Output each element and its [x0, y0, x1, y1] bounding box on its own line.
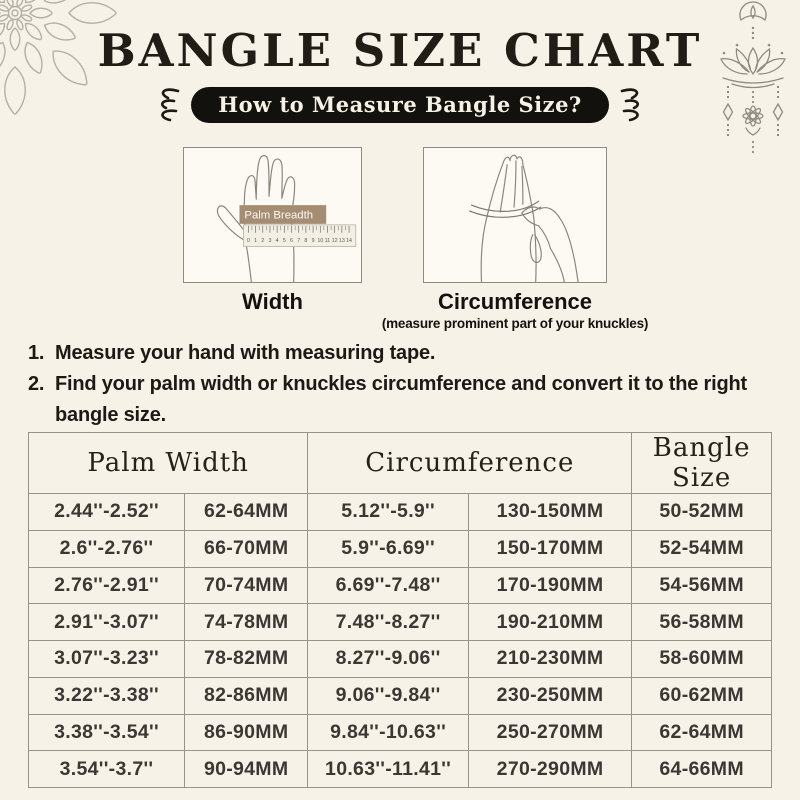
- svg-text:13: 13: [338, 238, 345, 245]
- palm-width-mm-cell: 62-64MM: [185, 494, 308, 531]
- flourish-right-icon: [618, 85, 652, 125]
- svg-text:4: 4: [275, 238, 279, 245]
- header-bangle-size: Bangle Size: [632, 433, 772, 494]
- palm-breadth-label: Palm Breadth: [244, 209, 314, 222]
- table-row: [29, 677, 772, 714]
- svg-text:2: 2: [261, 238, 265, 245]
- header-palm-width: Palm Width: [29, 433, 308, 494]
- palm-width-inches-cell: 2.44''-2.52'': [29, 494, 185, 531]
- circumference-inches-cell: 5.9''-6.69'': [308, 530, 468, 567]
- circumference-mm-cell: 150-170MM: [468, 530, 631, 567]
- svg-text:1: 1: [254, 238, 258, 245]
- header-circumference: Circumference: [308, 433, 632, 494]
- circumference-hands-icon: [424, 148, 606, 282]
- svg-text:5: 5: [282, 238, 286, 245]
- instruction-number: 2.: [28, 373, 45, 395]
- circumference-mm-cell: 190-210MM: [468, 604, 631, 641]
- bangle-size-cell: 50-52MM: [632, 494, 772, 531]
- circumference-inches-cell: 10.63''-11.41'': [308, 751, 468, 788]
- svg-text:3: 3: [268, 238, 272, 245]
- bangle-size-cell: 60-62MM: [632, 677, 772, 714]
- circumference-label: Circumference: [437, 289, 593, 314]
- how-to-measure-row: [0, 84, 800, 126]
- circumference-mm-cell: 170-190MM: [468, 567, 631, 604]
- bangle-size-cell: 52-54MM: [632, 530, 772, 567]
- svg-text:10: 10: [317, 238, 324, 245]
- table-row: [29, 751, 772, 788]
- instruction-number: 1.: [28, 342, 45, 364]
- instructions-list: [28, 338, 766, 431]
- table-row: [29, 567, 772, 604]
- palm-width-inches-cell: 2.6''-2.76'': [29, 530, 185, 567]
- instruction-text: Measure your hand with measuring tape.: [55, 342, 436, 364]
- table-row: [29, 714, 772, 751]
- circumference-inches-cell: 9.84''-10.63'': [308, 714, 468, 751]
- instruction-item: [28, 338, 766, 369]
- svg-text:6: 6: [290, 238, 294, 245]
- palm-width-inches-cell: 3.22''-3.38'': [29, 677, 185, 714]
- bangle-size-cell: 62-64MM: [632, 714, 772, 751]
- circumference-mm-cell: 210-230MM: [468, 641, 631, 678]
- palm-width-mm-cell: 70-74MM: [185, 567, 308, 604]
- how-to-measure-button[interactable]: How to Measure Bangle Size?: [191, 87, 609, 123]
- width-label: Width: [242, 289, 303, 314]
- svg-text:12: 12: [331, 238, 338, 245]
- palm-width-mm-cell: 82-86MM: [185, 677, 308, 714]
- svg-text:8: 8: [304, 238, 308, 245]
- palm-width-inches-cell: 2.76''-2.91'': [29, 567, 185, 604]
- circumference-mm-cell: 250-270MM: [468, 714, 631, 751]
- size-table-wrap: [28, 432, 772, 788]
- palm-width-inches-cell: 2.91''-3.07'': [29, 604, 185, 641]
- bangle-size-cell: 56-58MM: [632, 604, 772, 641]
- bangle-size-cell: 64-66MM: [632, 751, 772, 788]
- circumference-diagram-box: [423, 147, 607, 283]
- page-title: BANGLE SIZE CHART: [97, 24, 703, 77]
- circumference-inches-cell: 6.69''-7.48'': [308, 567, 468, 604]
- width-diagram-box: [183, 147, 362, 283]
- table-row: [29, 604, 772, 641]
- flourish-left-icon: [148, 85, 182, 125]
- circumference-caption: [363, 289, 667, 331]
- instruction-text: Find your palm width or knuckles circumference and convert it to the right bangle size.: [55, 373, 747, 426]
- svg-text:7: 7: [297, 238, 301, 245]
- circumference-mm-cell: 130-150MM: [468, 494, 631, 531]
- size-table: [28, 432, 772, 788]
- palm-width-mm-cell: 74-78MM: [185, 604, 308, 641]
- table-row: [29, 530, 772, 567]
- circumference-inches-cell: 7.48''-8.27'': [308, 604, 468, 641]
- palm-width-inches-cell: 3.07''-3.23'': [29, 641, 185, 678]
- palm-width-mm-cell: 86-90MM: [185, 714, 308, 751]
- table-row: [29, 494, 772, 531]
- palm-width-hand-icon: [184, 148, 361, 282]
- table-row: [29, 641, 772, 678]
- svg-text:11: 11: [324, 238, 331, 245]
- bangle-size-cell: 54-56MM: [632, 567, 772, 604]
- circumference-inches-cell: 9.06''-9.84'': [308, 677, 468, 714]
- svg-text:14: 14: [346, 238, 353, 245]
- circumference-inches-cell: 5.12''-5.9'': [308, 494, 468, 531]
- palm-width-inches-cell: 3.38''-3.54'': [29, 714, 185, 751]
- svg-text:0: 0: [246, 238, 250, 245]
- circumference-inches-cell: 8.27''-9.06'': [308, 641, 468, 678]
- table-header-row: [29, 433, 772, 494]
- size-table-body: [29, 494, 772, 788]
- palm-width-mm-cell: 66-70MM: [185, 530, 308, 567]
- palm-width-mm-cell: 90-94MM: [185, 751, 308, 788]
- circumference-mm-cell: 230-250MM: [468, 677, 631, 714]
- svg-text:9: 9: [311, 238, 315, 245]
- palm-width-inches-cell: 3.54''-3.7'': [29, 751, 185, 788]
- circumference-mm-cell: 270-290MM: [468, 751, 631, 788]
- palm-width-mm-cell: 78-82MM: [185, 641, 308, 678]
- circumference-note: (measure prominent part of your knuckles): [381, 316, 649, 331]
- bangle-size-cell: 58-60MM: [632, 641, 772, 678]
- instruction-item: [28, 369, 766, 431]
